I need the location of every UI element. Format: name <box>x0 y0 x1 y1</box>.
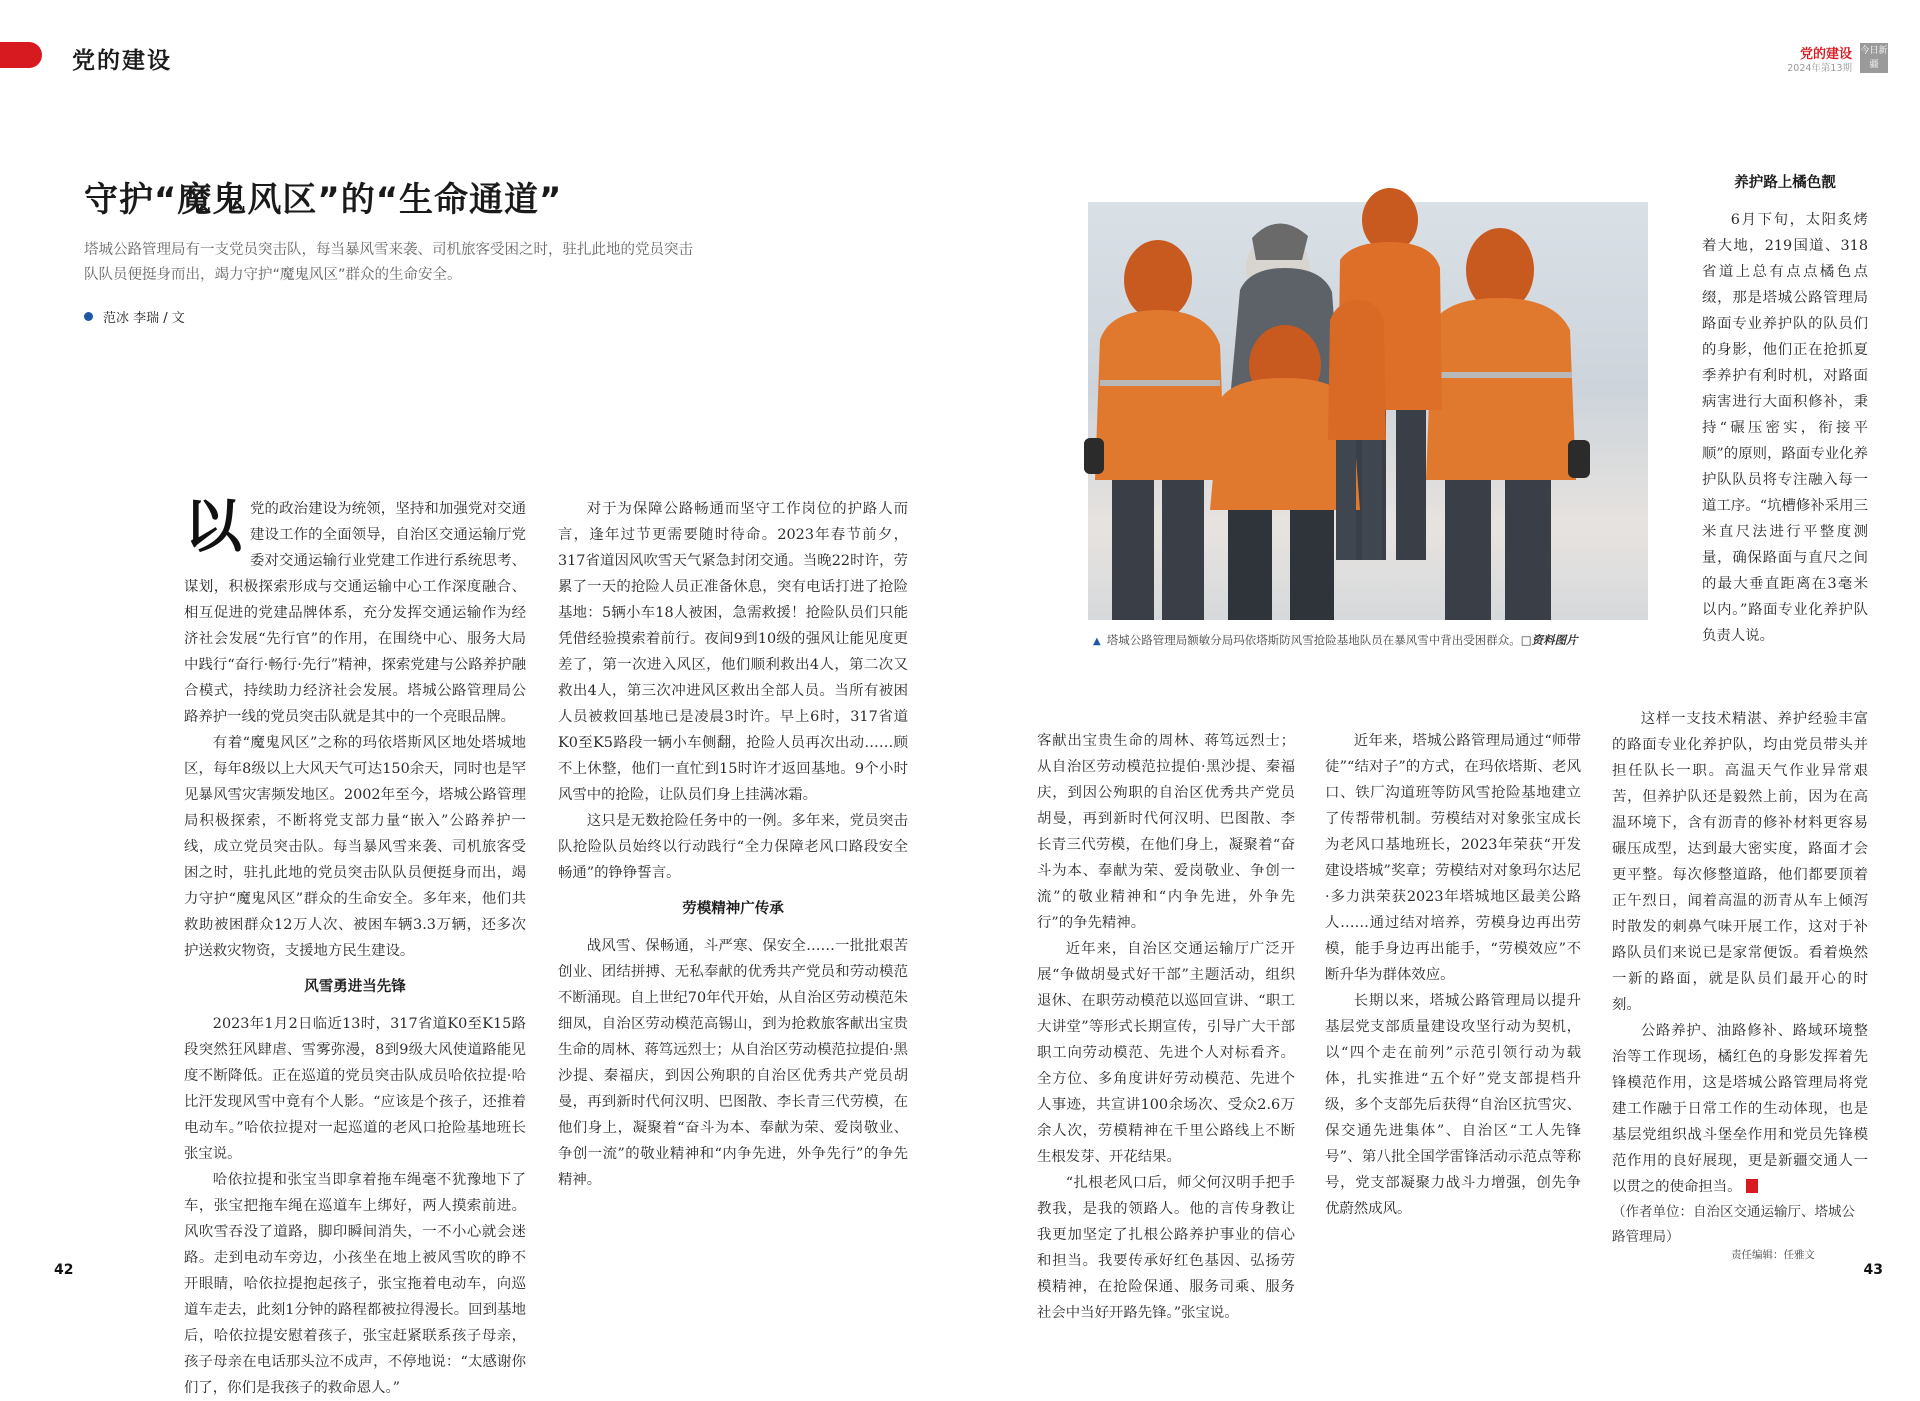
rescuer-figure <box>1426 228 1590 620</box>
rescuer-figure <box>1084 240 1225 620</box>
author-affiliation: （作者单位：自治区交通运输厅、塔城公路管理局） <box>1612 1204 1855 1245</box>
text-column-3 <box>1037 728 1295 1326</box>
paragraph: 有着“魔鬼风区”之称的玛依塔斯风区地处塔城地区，每年8级以上大风天气可达150余天，同时也是罕见暴风雪灾害频发地区。2002年至今，塔城公路管理局积极探索，不断将党支部力量“嵌入”公路养护一线，成立党员突击队。每当暴风雪来袭、司机旅客受困之时，驻扎此地的党员突击队队员便挺身而出，竭力守护“魔鬼风区”群众的生命安全。多年来，他们共救助被困群众12万人次、被困车辆3.3万辆，还多次护送救灾物资，支援地方民生建设。 <box>184 735 526 959</box>
byline <box>84 307 185 326</box>
masthead-logo: 今日新疆 <box>1860 43 1888 73</box>
paragraph: 党的政治建设为统领，坚持和加强党对交通建设工作的全面领导，自治区交通运输厅党委对交通运输行业党建工作进行系统思考、谋划，积极探索形成与交通运输中心工作深度融合、相互促进的党建品牌体系，充分发挥交通运输作为经济社会发展“先行官”的作用，在围绕中心、服务大局中践行“奋行·畅行·先行”精神，探索党建与公路养护融合模式，持续助力经济社会发展。塔城公路管理局公路养护一线的党员突击队就是其中的一个亮眼品牌。 <box>184 501 526 725</box>
paragraph: 2023年1月2日临近13时，317省道K0至K15路段突然狂风肆虐、雪雾弥漫，8到9级大风使道路能见度不断降低。正在巡道的党员突击队成员哈依拉提·哈比汗发现风雪中竟有个人影。“应该是个孩子，还推着电动车。”哈依拉提对一起巡道的老风口抢险基地班长张宝说。 <box>184 1016 526 1162</box>
paragraph <box>1612 1018 1868 1200</box>
page-number-left: 42 <box>54 1262 74 1278</box>
paragraph: 客献出宝贵生命的周林、蒋笃远烈士；从自治区劳动模范拉提伯·黑沙提、秦福庆，到因公殉职的自治区优秀共产党员胡曼，再到新时代何汉明、巴图散、李长青三代劳模，在他们身上，凝聚着“奋斗为本、奉献为荣、爱岗敬业、争创一流”的敬业精神和“内争先进，外争先行”的争先精神。 <box>1037 733 1295 931</box>
paragraph: 这样一支技术精湛、养护经验丰富的路面专业化养护队，均由党员带头并担任队长一职。高温天气作业异常艰苦，但养护队还是毅然上前，因为在高温环境下，含有沥青的修补材料更容易碾压成型，达到最大密实度，路面才会更平整。每次修整道路，他们都要顶着正午烈日，闻着高温的沥青从车上倾泻时散发的刺鼻气味开展工作，这对于补路队员们来说已是家常便饭。看着焕然一新的路面，就是队员们最开心的时刻。 <box>1612 711 1868 1013</box>
text-column-4 <box>1325 728 1581 1222</box>
text-column-5 <box>1702 160 1868 649</box>
article-photo <box>1040 150 1648 620</box>
article-lead: 塔城公路管理局有一支党员突击队，每当暴风雪来袭、司机旅客受困之时，驻扎此地的党员突击队队员便挺身而出，竭力守护“魔鬼风区”群众的生命安全。 <box>84 242 693 283</box>
paragraph: 对于为保障公路畅通而坚守工作岗位的护路人而言，逢年过节更需要随时待命。2023年春节前夕，317省道因风吹雪天气紧急封闭交通。当晚22时许，劳累了一天的抢险人员正准备休息，突有电话打进了抢险基地：5辆小车18人被困，急需救援！抢险队员们只能凭借经验摸索着前行。夜间9到10级的强风让能见度更差了，第一次进入风区，他们顺利救出4人，第二次又救出4人，第三次冲进风区救出全部人员。当所有被困人员被救回基地已是凌晨3时许。早上6时，317省道K0至K5路段一辆小车侧翻，抢险人员再次出动……顾不上休整，他们一直忙到15时许才返回基地。9个小时风雪中的抢险，让队员们身上挂满冰霜。 <box>558 501 908 803</box>
editor-credit: 责任编辑：任雅文 <box>1731 1249 1815 1261</box>
photo-credit: □资料图片 <box>1520 633 1578 647</box>
article-title: 守护“魔鬼风区”的“生命通道” <box>84 180 563 220</box>
rescuers-illustration <box>1040 150 1648 620</box>
caption-triangle-icon: ▲ <box>1093 636 1101 647</box>
drop-cap: 以 <box>184 492 243 560</box>
photo-caption <box>1093 632 1653 648</box>
masthead-issue: 2024年第13期 <box>1787 63 1852 74</box>
page-number-right: 43 <box>1863 1262 1883 1278</box>
paragraph: 哈依拉提和张宝当即拿着拖车绳毫不犹豫地下了车，张宝把拖车绳在巡道车上绑好，两人摸索前进。风吹雪吞没了道路，脚印瞬间消失，一不小心就会迷路。走到电动车旁边，小孩坐在地上被风雪吹的睁不开眼睛，哈依拉提抱起孩子，张宝拖着电动车，向巡道车走去，此刻1分钟的路程都被拉得漫长。回到基地后，哈依拉提安慰着孩子，张宝赶紧联系孩子母亲，孩子母亲在电话那头泣不成声，不停地说：“太感谢你们了，你们是我孩子的救命恩人。” <box>184 1172 526 1396</box>
paragraph: 6月下旬，太阳炙烤着大地，219国道、318省道上总有点点橘色点缀，那是塔城公路管理局路面专业养护队的队员们的身影，他们正在抢抓夏季养护有利时机，对路面病害进行大面积修补，秉持“碾压密实，衔接平顺”的原则，路面专业化养护队队员将专注融入每一道工序。“坑槽修补采用三米直尺法进行平整度测量，确保路面与直尺之间的最大垂直距离在3毫米以内。”路面专业化养护队负责人说。 <box>1702 212 1868 644</box>
paragraph: “扎根老风口后，师父何汉明手把手教我，是我的领路人。他的言传身教让我更加坚定了扎根公路养护事业的信心和担当。我要传承好红色基因、弘扬劳模精神，在抢险保通、服务司乘、服务社会中当好开路先锋。”张宝说。 <box>1037 1175 1295 1321</box>
paragraph: 近年来，塔城公路管理局通过“师带徒”“结对子”的方式，在玛依塔斯、老风口、铁厂沟道班等防风雪抢险基地建立了传帮带机制。劳模结对对象张宝成长为老风口基地班长，2023年荣获“开发建设塔城”奖章；劳模结对对象玛尔达尼·多力洪荣获2023年塔城地区最美公路人……通过结对培养，劳模身边再出劳模，能手身边再出能手，“劳模效应”不断升华为群体效应。 <box>1325 733 1581 983</box>
masthead <box>1708 43 1888 73</box>
section-tab-marker <box>0 42 42 68</box>
subheading: 养护路上橘色靓 <box>1734 175 1836 191</box>
paragraph: 这只是无数抢险任务中的一例。多年来，党员突击队抢险队员始终以行动践行“全力保障老风口路段安全畅通”的铮铮誓言。 <box>558 813 908 881</box>
paragraph: 战风雪、保畅通，斗严寒、保安全……一批批艰苦创业、团结拼搏、无私奉献的优秀共产党员和劳动模范不断涌现。自上世纪70年代开始，从自治区劳动模范朱细凤，自治区劳动模范高锡山，到为抢救旅客献出宝贵生命的周林、蒋笃远烈士；从自治区劳动模范拉提伯·黑沙提、秦福庆，到因公殉职的自治区优秀共产党员胡曼，再到新时代何汉明、巴图散、李长青三代劳模，在他们身上，凝聚着“奋斗为本、奉献为荣、爱岗敬业、争创一流”的敬业精神和“内争先进，外争先行”的争先精神。 <box>558 938 908 1188</box>
subheading: 风雪勇进当先锋 <box>304 979 406 995</box>
end-mark-icon <box>1746 1179 1758 1193</box>
section-title: 党的建设 <box>72 47 172 74</box>
masthead-section: 党的建设 <box>1799 47 1852 62</box>
text-column-6 <box>1612 706 1868 1200</box>
text-column-2 <box>558 496 908 1193</box>
subheading: 劳模精神广传承 <box>682 901 784 917</box>
text-column-1 <box>184 492 526 1401</box>
paragraph: 长期以来，塔城公路管理局以提升基层党支部质量建设攻坚行动为契机，以“四个走在前列”示范引领行动为载体，扎实推进“五个好”党支部提档升级，多个支部先后获得“自治区抗雪灾、保交通先进集体”、自治区“工人先锋号”、第八批全国学雷锋活动示范点等称号，党支部凝聚力战斗力增强，创先争优蔚然成风。 <box>1325 993 1581 1217</box>
caption-text: 塔城公路管理局额敏分局玛依塔斯防风雪抢险基地队员在暴风雪中背出受困群众。 <box>1106 633 1521 647</box>
paragraph: 近年来，自治区交通运输厅广泛开展“争做胡曼式好干部”主题活动，组织退休、在职劳动模范以巡回宣讲、“职工大讲堂”等形式长期宣传，引导广大干部职工向劳动模范、先进个人对标看齐。全方位、多角度讲好劳动模范、先进个人事迹，共宣讲100余场次、受众2.6万余人次，劳模精神在千里公路线上不断生根发芽、开花结果。 <box>1037 941 1295 1165</box>
byline-text: 范冰 李瑞 / 文 <box>103 311 185 326</box>
byline-dot-icon <box>84 312 93 321</box>
paragraph-text: 公路养护、油路修补、路域环境整治等工作现场，橘红色的身影发挥着先锋模范作用，这是塔城公路管理局将党建工作融于日常工作的生动体现，也是基层党组织战斗堡垒作用和党员先锋模范作用的良好展现，更是新疆交通人一以贯之的使命担当。 <box>1612 1023 1868 1195</box>
